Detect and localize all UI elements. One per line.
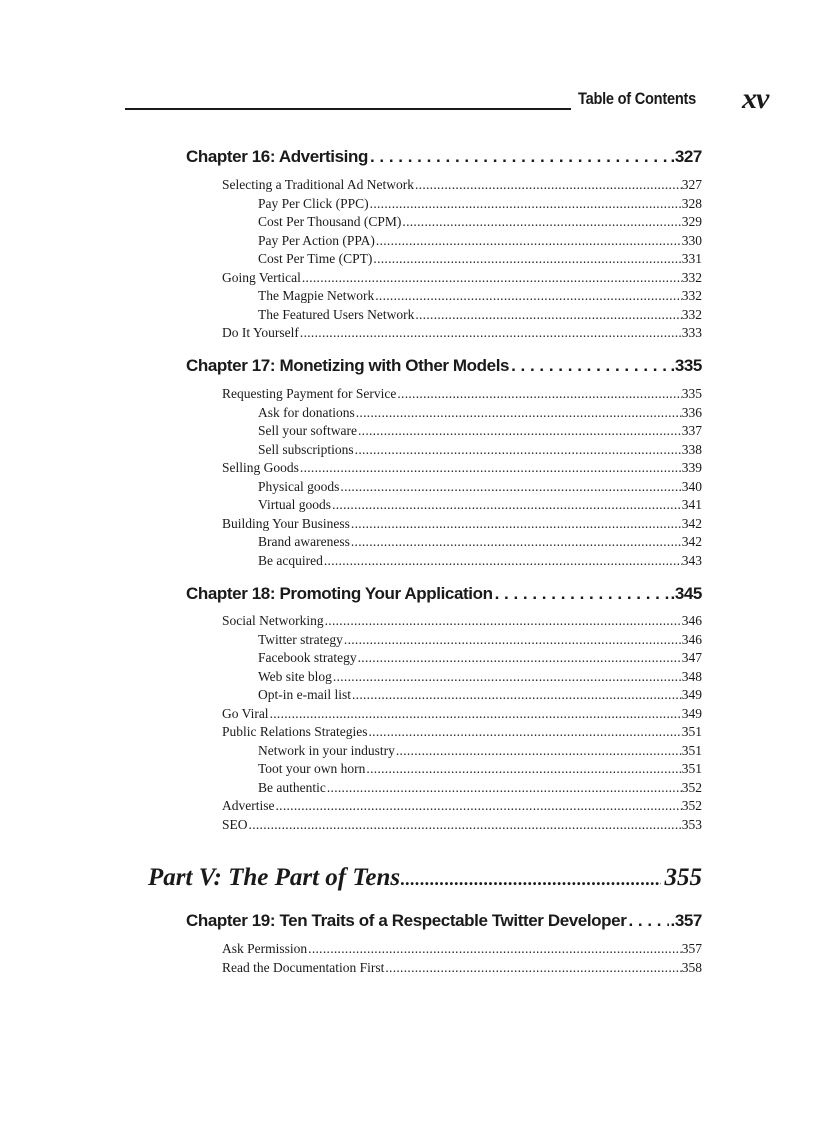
entry-title: The Magpie Network xyxy=(258,288,375,303)
dot-leader xyxy=(351,534,682,550)
chapter-page: .327 xyxy=(670,147,702,166)
entry-page: 341 xyxy=(681,497,702,512)
toc-entry[interactable] xyxy=(258,288,702,304)
toc-entry[interactable] xyxy=(222,960,702,976)
toc-entry[interactable] xyxy=(258,650,702,666)
toc-entry[interactable] xyxy=(258,553,702,569)
toc-entry[interactable] xyxy=(222,516,702,532)
dot-leader xyxy=(270,706,682,722)
entry-title: Cost Per Thousand (CPM) xyxy=(258,214,402,229)
dot-leader xyxy=(275,798,681,814)
chapter-16-heading[interactable] xyxy=(186,147,702,167)
toc-entry[interactable] xyxy=(258,214,702,230)
dot-leader xyxy=(332,497,682,513)
dot-leader xyxy=(352,687,682,703)
toc-entry[interactable] xyxy=(222,613,702,629)
entry-title: Go Viral xyxy=(222,705,269,721)
dot-leader xyxy=(415,177,682,193)
entry-page: 330 xyxy=(681,232,702,248)
toc-entry[interactable] xyxy=(222,706,702,722)
entry-page: 346 xyxy=(681,613,702,628)
toc-entry[interactable] xyxy=(258,405,702,421)
dot-leader xyxy=(495,584,669,604)
entry-title: SEO xyxy=(222,816,248,832)
dot-leader xyxy=(370,147,669,167)
chapter-page: .345 xyxy=(670,584,702,603)
entry-page: 340 xyxy=(681,478,702,494)
entry-title: Advertise xyxy=(222,798,275,813)
entry-title: Ask Permission xyxy=(222,941,308,956)
chapter-page: .357 xyxy=(670,911,702,930)
toc-entry[interactable] xyxy=(258,687,702,703)
entry-title: Requesting Payment for Service xyxy=(222,386,397,401)
entry-title: Toot your own horn xyxy=(258,761,366,776)
entry-title: Going Vertical xyxy=(222,269,301,285)
entry-page: 349 xyxy=(681,705,702,721)
entry-page: 338 xyxy=(681,441,702,457)
dot-leader xyxy=(355,442,682,458)
entry-page: 353 xyxy=(681,816,702,832)
dot-leader xyxy=(300,325,682,341)
dot-leader xyxy=(376,233,682,249)
dot-leader xyxy=(308,941,682,957)
chapter-17-heading[interactable] xyxy=(186,356,702,376)
entry-title: Web site blog xyxy=(258,668,332,684)
dot-leader xyxy=(356,405,682,421)
entry-page: 347 xyxy=(681,650,702,665)
entry-title: Virtual goods xyxy=(258,497,332,512)
toc-entry[interactable] xyxy=(258,233,702,249)
toc-entry[interactable] xyxy=(258,534,702,550)
entry-page: 339 xyxy=(681,460,702,475)
toc-entry[interactable] xyxy=(258,423,702,439)
entry-page: 358 xyxy=(681,959,702,975)
dot-leader xyxy=(375,288,682,304)
entry-page: 351 xyxy=(681,761,702,776)
entry-page: 337 xyxy=(681,423,702,438)
entry-title: Public Relations Strategies xyxy=(222,724,368,739)
entry-page: 352 xyxy=(681,798,702,813)
entry-page: 343 xyxy=(681,552,702,568)
entry-page: 332 xyxy=(681,306,702,322)
dot-leader xyxy=(327,780,682,796)
dot-leader xyxy=(340,479,681,495)
entry-title: Cost Per Time (CPT) xyxy=(258,251,373,266)
chapter-title: Chapter 19: Ten Traits of a Respectable Twitter Developer xyxy=(186,911,627,930)
toc-entry[interactable] xyxy=(258,251,702,267)
entry-page: 348 xyxy=(681,668,702,684)
toc-entry[interactable] xyxy=(222,325,702,341)
entry-title: Network in your industry xyxy=(258,742,395,758)
chapter-19-heading[interactable] xyxy=(186,911,702,931)
dot-leader xyxy=(358,423,682,439)
toc-entry[interactable] xyxy=(222,817,702,833)
entry-page: 351 xyxy=(681,742,702,758)
toc-entry[interactable] xyxy=(258,196,702,212)
entry-page: 349 xyxy=(681,687,702,702)
toc-entry[interactable] xyxy=(258,479,702,495)
dot-leader xyxy=(628,911,668,931)
entry-title: Facebook strategy xyxy=(258,650,357,665)
chapter-18-heading[interactable] xyxy=(186,584,702,604)
dot-leader xyxy=(344,632,682,648)
running-header-title: Table of Contents xyxy=(578,89,696,108)
entry-title: Selling Goods xyxy=(222,460,299,475)
toc-entry[interactable] xyxy=(258,442,702,458)
toc-entry[interactable] xyxy=(258,632,702,648)
toc-entry[interactable] xyxy=(222,941,702,957)
dot-leader xyxy=(373,251,681,267)
entry-title: Pay Per Click (PPC) xyxy=(258,195,369,211)
toc-entry[interactable] xyxy=(222,177,702,193)
toc-entry[interactable] xyxy=(222,798,702,814)
entry-page: 357 xyxy=(681,941,702,956)
dot-leader xyxy=(402,214,681,230)
entry-title: Be authentic xyxy=(258,779,326,795)
page-number: xv xyxy=(742,82,769,115)
entry-page: 328 xyxy=(681,195,702,211)
toc-entry[interactable] xyxy=(258,743,702,759)
toc-entry[interactable] xyxy=(258,307,702,323)
dot-leader xyxy=(324,553,682,569)
dot-leader xyxy=(370,196,682,212)
entry-page: 335 xyxy=(681,386,702,401)
chapter-title: Chapter 18: Promoting Your Application xyxy=(186,584,493,603)
entry-page: 346 xyxy=(681,631,702,647)
dot-leader xyxy=(302,270,682,286)
entry-title: Brand awareness xyxy=(258,534,350,549)
entry-page: 336 xyxy=(681,404,702,420)
entry-page: 333 xyxy=(681,325,702,340)
toc-entry[interactable] xyxy=(222,270,702,286)
entry-page: 332 xyxy=(681,288,702,303)
dot-leader xyxy=(415,307,681,323)
chapter-page: .335 xyxy=(670,356,702,375)
dot-leader xyxy=(396,743,682,759)
dot-leader xyxy=(333,669,682,685)
header-rule xyxy=(125,108,571,110)
toc-entry[interactable] xyxy=(222,460,702,476)
entry-title: Read the Documentation First xyxy=(222,959,385,975)
entry-title: Physical goods xyxy=(258,478,340,494)
dot-leader xyxy=(300,460,682,476)
dot-leader xyxy=(511,356,668,376)
entry-page: 342 xyxy=(681,534,702,549)
entry-title: Do It Yourself xyxy=(222,325,299,340)
part-5-heading[interactable] xyxy=(148,864,702,892)
chapter-title: Chapter 17: Monetizing with Other Models xyxy=(186,356,510,375)
chapter-title: Chapter 16: Advertising xyxy=(186,147,368,166)
entry-page: 352 xyxy=(681,779,702,795)
toc-entry[interactable] xyxy=(258,497,702,513)
entry-title: Twitter strategy xyxy=(258,631,343,647)
entry-page: 351 xyxy=(681,724,702,739)
dot-leader xyxy=(368,724,681,740)
toc-entry[interactable] xyxy=(222,724,702,740)
entry-title: Pay Per Action (PPA) xyxy=(258,232,375,248)
dot-leader xyxy=(366,761,681,777)
part-page: 355 xyxy=(664,864,702,891)
entry-title: Ask for donations xyxy=(258,404,355,420)
entry-title: Opt-in e-mail list xyxy=(258,687,351,702)
entry-title: The Featured Users Network xyxy=(258,306,415,322)
entry-title: Building Your Business xyxy=(222,515,350,531)
dot-leader xyxy=(400,869,660,890)
toc-entry[interactable] xyxy=(258,761,702,777)
entry-page: 332 xyxy=(681,269,702,285)
dot-leader xyxy=(351,516,682,532)
toc-entry[interactable] xyxy=(222,386,702,402)
entry-page: 327 xyxy=(681,177,702,192)
dot-leader xyxy=(358,650,682,666)
entry-page: 329 xyxy=(681,214,702,229)
entry-title: Be acquired xyxy=(258,552,323,568)
entry-title: Selecting a Traditional Ad Network xyxy=(222,177,414,192)
dot-leader xyxy=(385,960,681,976)
entry-page: 342 xyxy=(681,515,702,531)
part-title: Part V: The Part of Tens xyxy=(148,864,401,891)
toc-entry[interactable] xyxy=(258,780,702,796)
dot-leader xyxy=(397,386,681,402)
entry-title: Sell subscriptions xyxy=(258,441,354,457)
entry-page: 331 xyxy=(681,251,702,266)
dot-leader xyxy=(249,817,682,833)
entry-title: Social Networking xyxy=(222,613,324,628)
dot-leader xyxy=(325,613,682,629)
toc-entry[interactable] xyxy=(258,669,702,685)
entry-title: Sell your software xyxy=(258,423,357,438)
